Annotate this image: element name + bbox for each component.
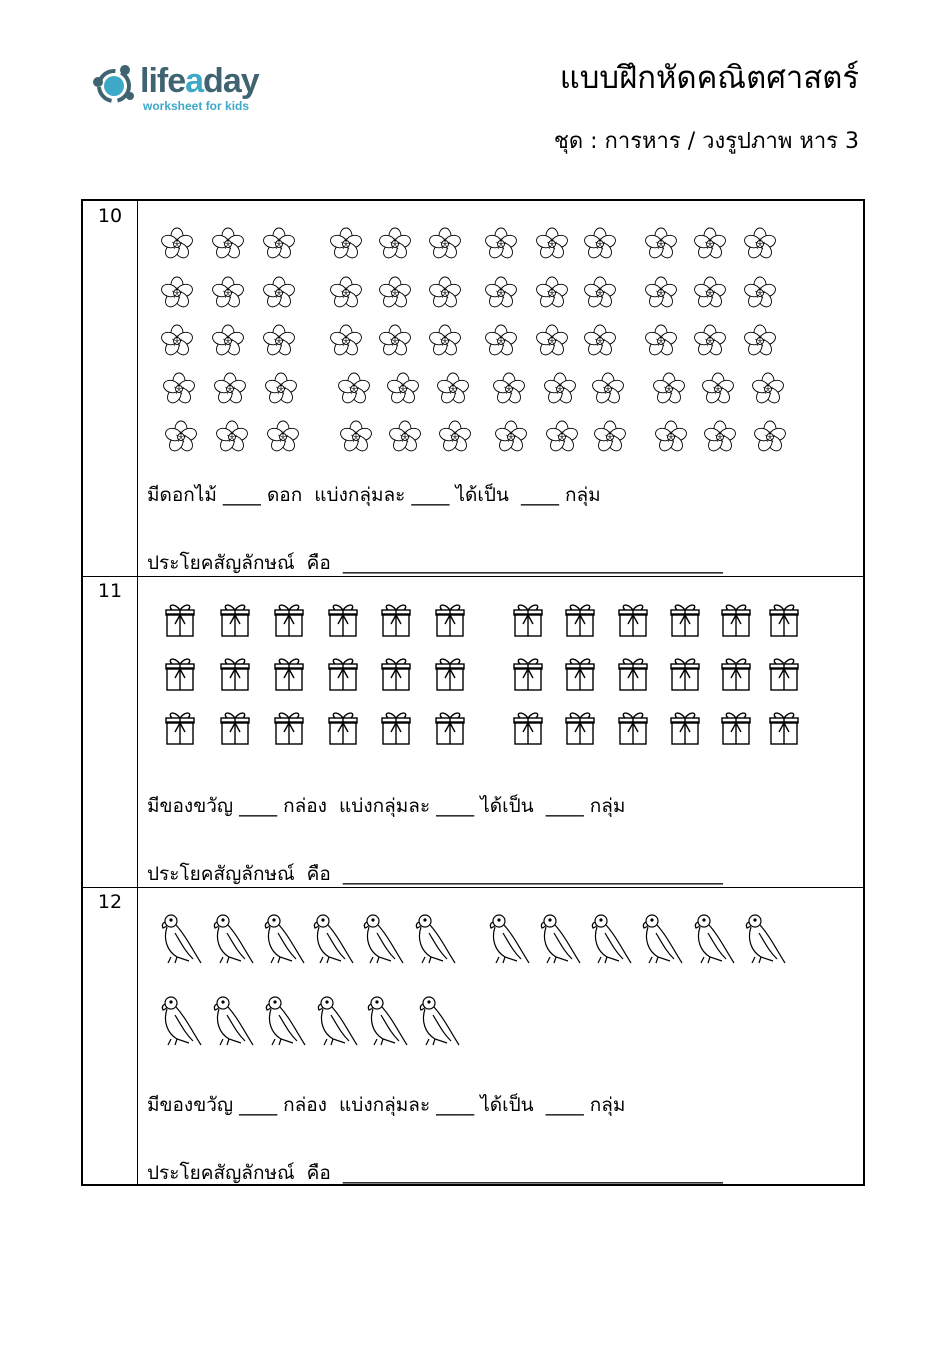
- parrot-icon: [746, 915, 785, 963]
- molecule-logo-icon: [90, 60, 138, 108]
- parrot-icon: [214, 915, 253, 963]
- page-subtitle: ชุด : การหาร / วงรูปภาพ หาร 3: [553, 129, 859, 154]
- logo: [90, 60, 290, 115]
- parrot-icon: [420, 997, 459, 1045]
- parrot-icon: [162, 997, 201, 1045]
- parrot-icon: [214, 997, 253, 1045]
- parrot-picture-area: [137, 201, 857, 1081]
- number-sentence: ประโยคสัญลักษณ์ คือ ________________________________________: [147, 1162, 723, 1184]
- parrot-icon: [541, 915, 580, 963]
- parrot-icon: [162, 915, 201, 963]
- question-number: 11: [97, 580, 123, 602]
- logo-tagline: worksheet for kids: [143, 99, 250, 113]
- question-sentence: มีของขวัญ ____ กล่อง แบ่งกลุ่มละ ____ ได้เป็น ____ กลุ่ม: [147, 795, 626, 817]
- parrot-icon: [592, 915, 631, 963]
- parrot-icon: [314, 915, 353, 963]
- logo-wordmark: lifeaday: [140, 62, 259, 100]
- number-sentence: ประโยคสัญลักษณ์ คือ ________________________________________: [147, 863, 723, 885]
- parrot-icon: [643, 915, 682, 963]
- question-sentence: มีของขวัญ ____ กล่อง แบ่งกลุ่มละ ____ ได้เป็น ____ กลุ่ม: [147, 1094, 626, 1116]
- parrot-icon: [265, 915, 304, 963]
- parrot-icon: [364, 915, 403, 963]
- parrot-icon: [368, 997, 407, 1045]
- question-number: 10: [97, 205, 123, 227]
- parrot-icon: [416, 915, 455, 963]
- parrot-icon: [266, 997, 305, 1045]
- worksheet-table: [81, 199, 865, 1186]
- parrot-icon: [695, 915, 734, 963]
- parrot-icon: [318, 997, 357, 1045]
- parrot-icon: [490, 915, 529, 963]
- question-sentence: มีดอกไม้ ____ ดอก แบ่งกลุ่มละ ____ ได้เป็น ____ กลุ่ม: [147, 484, 601, 506]
- number-sentence: ประโยคสัญลักษณ์ คือ ________________________________________: [147, 552, 723, 574]
- page-title: แบบฝึกหัดคณิตศาสตร์: [559, 60, 859, 96]
- question-number: 12: [97, 891, 123, 913]
